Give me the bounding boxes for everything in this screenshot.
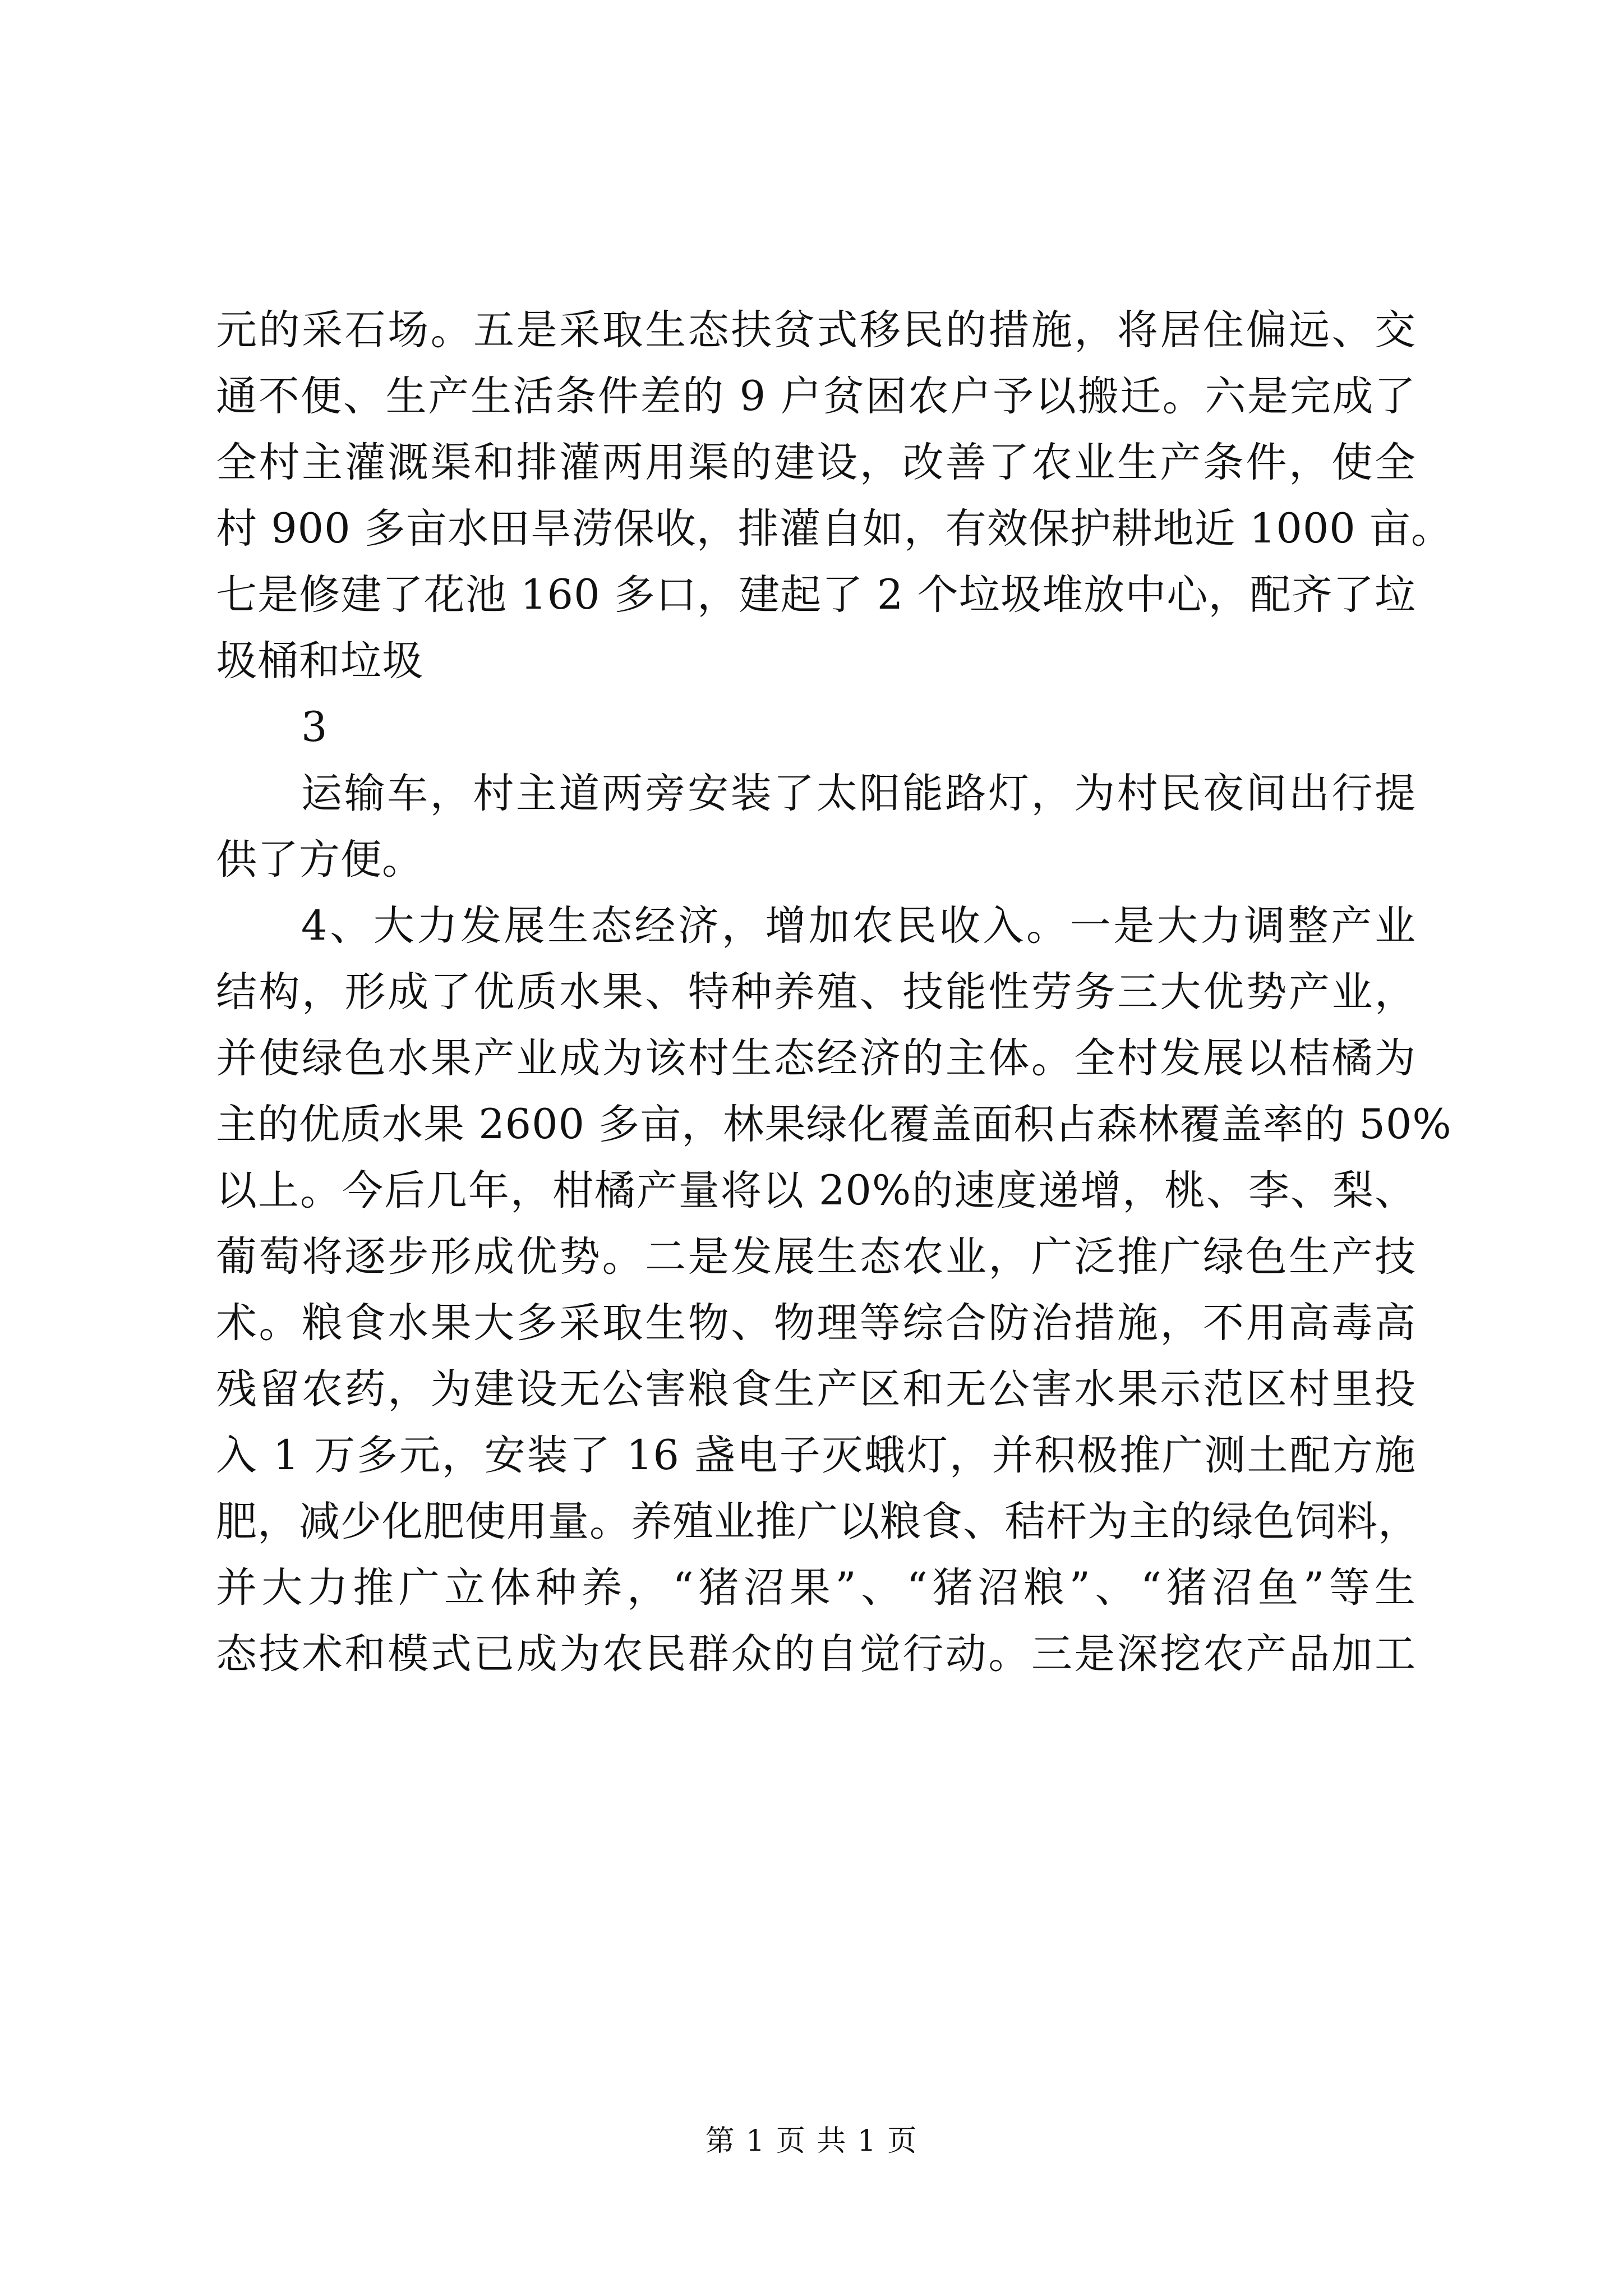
text-line: 残留农药，为建设无公害粮食生产区和无公害水果示范区村里投 — [216, 1365, 1416, 1413]
text-line: 结构，形成了优质水果、特种养殖、技能性劳务三大优势产业， — [216, 968, 1416, 1016]
text-line: 葡萄将逐步形成优势。二是发展生态农业，广泛推广绿色生产技 — [216, 1233, 1416, 1281]
text-line: 元的采石场。五是采取生态扶贫式移民的措施，将居住偏远、交 — [216, 306, 1416, 354]
text-line: 七是修建了花池 160 多口，建起了 2 个垃圾堆放中心，配齐了垃 — [216, 571, 1416, 619]
text-line: 运输车，村主道两旁安装了太阳能路灯，为村民夜间出行提 — [301, 770, 1416, 817]
page-number-in-text: 3 — [301, 703, 328, 751]
text-line: 入 1 万多元，安装了 16 盏电子灭蛾灯，并积极推广测土配方施 — [216, 1432, 1416, 1479]
text-line: 态技术和模式已成为农民群众的自觉行动。三是深挖农产品加工 — [216, 1630, 1416, 1678]
document-body — [216, 297, 1453, 1687]
text-line: 村 900 多亩水田旱涝保收，排灌自如，有效保护耕地近 1000 亩。 — [216, 505, 1453, 553]
text-line: 肥，减少化肥使用量。养殖业推广以粮食、秸杆为主的绿色饲料， — [216, 1498, 1419, 1545]
text-line: 以上。今后几年，柑橘产量将以 20%的速度递增，桃、李、梨、 — [216, 1167, 1416, 1214]
text-line: 通不便、生产生活条件差的 9 户贫困农户予以搬迁。六是完成了 — [216, 372, 1416, 420]
text-line: 供了方便。 — [216, 836, 423, 884]
text-line: 圾桶和垃圾 — [216, 637, 423, 685]
text-line: 并使绿色水果产业成为该村生态经济的主体。全村发展以桔橘为 — [216, 1034, 1416, 1082]
text-line: 全村主灌溉渠和排灌两用渠的建设，改善了农业生产条件，使全 — [216, 439, 1416, 486]
text-line: 主的优质水果 2600 多亩，林果绿化覆盖面积占森林覆盖率的 50% — [216, 1101, 1452, 1148]
text-line: 并大力推广立体种养，“猪沼果”、“猪沼粮”、“猪沼鱼”等生 — [216, 1564, 1416, 1612]
text-line: 4、大力发展生态经济，增加农民收入。一是大力调整产业 — [301, 902, 1416, 950]
text-line: 术。粮食水果大多采取生物、物理等综合防治措施，不用高毒高 — [216, 1299, 1416, 1347]
page-footer: 第 1 页 共 1 页 — [705, 2124, 918, 2158]
